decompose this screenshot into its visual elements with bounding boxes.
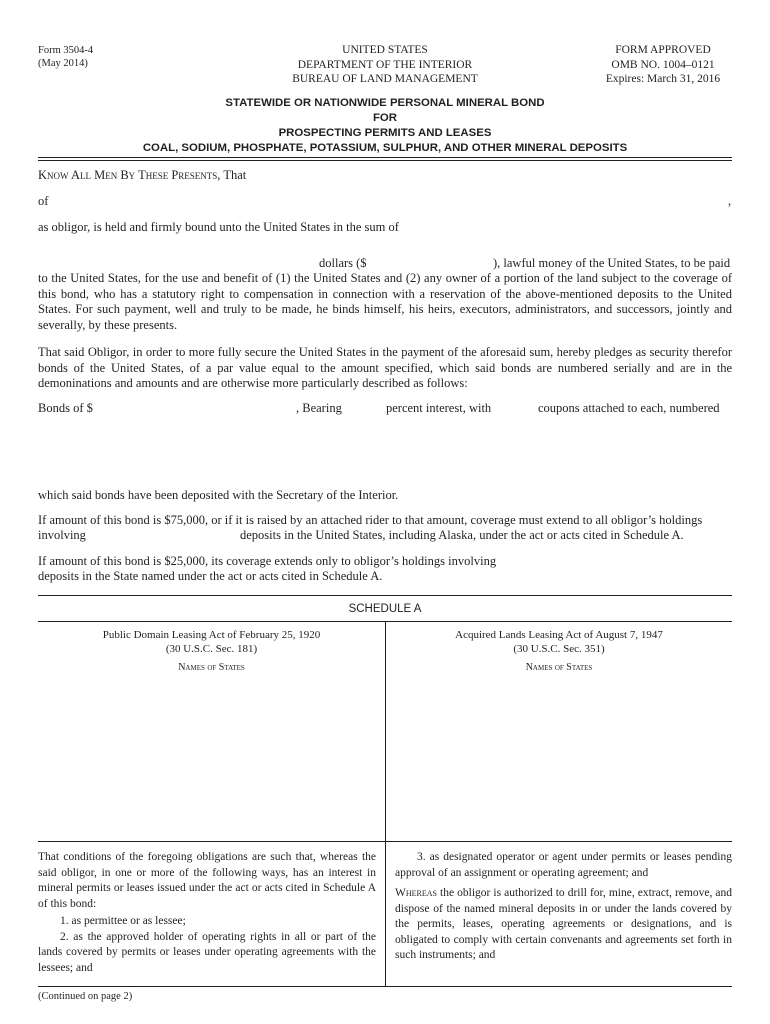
footer-rule: [38, 986, 732, 987]
of-word: of: [38, 194, 49, 208]
pledge-paragraph: That said Obligor, in order to more fully secure the United States in the payment of the aforesaid sum, hereby pledges as security therefor bonds of the United States, of a par value equal to the amount specified, which said bonds are numbered serially and are in the demoninations and amounts and are otherwise more particularly described as follows:: [38, 345, 732, 390]
title-rule-1: [38, 157, 732, 158]
payment-paragraph: to the United States, for the use and benefit of (1) the United States and (2) any owner of a portion of the land subject to the coverage of this bond, who has a statutory right to compensation in connection with a reservation of the above-mentioned deposits to the United States. For such payment, well and truly to be made, he binds himself, his heirs, executors, administrators, and successors, jointly and severally, by these presents.: [38, 271, 732, 332]
coverage-75k-involving: involving: [38, 528, 86, 542]
coverage-25k-line-2: deposits in the State named under the act or acts cited in Schedule A.: [38, 569, 383, 583]
title-line-3: PROSPECTING PERMITS AND LEASES: [278, 127, 492, 139]
approval-line-2: OMB NO. 1004–0121: [611, 58, 715, 71]
whereas-text: the obligor is authorized to drill for, mine, extract, remove, and dispose of the named mineral deposits in or under the lands covered by the permits, leases, operating agreements or designations, and is obligated to comply with certain convenants and agreements set forth in such instruments; and: [395, 887, 732, 961]
approval-line-3: Expires: March 31, 2016: [605, 73, 721, 85]
bonds-of-label: Bonds of $: [38, 401, 93, 415]
form-number-block: [38, 44, 93, 70]
condition-item-2: 2. as the approved holder of operating rights in all or part of the lands covered by permits or leases under operating agreements with the lessees; and: [38, 930, 376, 974]
obligor-line: as obligor, is held and firmly bound unto the United States in the sum of: [38, 220, 399, 234]
conditions-right-column: [395, 850, 732, 964]
that-word: That: [223, 168, 247, 182]
agency-line-2: DEPARTMENT OF THE INTERIOR: [297, 58, 473, 71]
schedule-title: SCHEDULE A: [348, 603, 422, 615]
schedule-left-header: [38, 628, 385, 675]
form-date: (May 2014): [38, 58, 88, 69]
schedule-right-header: [386, 628, 732, 675]
title-line-1: STATEWIDE OR NATIONWIDE PERSONAL MINERAL BOND: [225, 97, 545, 109]
bearing-label: , Bearing: [296, 401, 342, 415]
know-all-men-line: [38, 168, 246, 184]
conditions-divider: [385, 841, 386, 986]
right-names-of-states: Names of States: [525, 662, 593, 673]
know-all-men: Know All Men By These Presents,: [38, 168, 221, 182]
acquired-lands-act: Acquired Lands Leasing Act of August 7, 1947: [455, 629, 663, 641]
left-names-of-states: Names of States: [178, 662, 245, 673]
approval-block: [588, 43, 738, 87]
percent-interest-label: percent interest, with: [386, 401, 492, 415]
title-line-2: FOR: [372, 112, 398, 124]
form-number: Form 3504-4: [38, 45, 94, 56]
lawful-money-text: ), lawful money of the United States, to be paid: [493, 256, 731, 270]
agency-line-3: BUREAU OF LAND MANAGEMENT: [292, 73, 478, 85]
coverage-75k-line-1: If amount of this bond is $75,000, or if it is raised by an attached rider to that amount, coverage must extend to all obligor’s holdings: [38, 513, 703, 527]
agency-block: [250, 43, 520, 87]
form-title: [38, 96, 732, 156]
conditions-paragraph: That conditions of the foregoing obligations are such that, whereas the said obligor, in one or more of the following ways, has an interest in mineral permits or leases issued under the act or acts cited in Schedule A of this bond:: [38, 851, 376, 910]
conditions-left-column: [38, 850, 376, 976]
title-rule-2: [38, 160, 732, 161]
of-line-comma: ,: [728, 194, 732, 208]
public-domain-usc: (30 U.S.C. Sec. 181): [165, 643, 258, 655]
deposited-sentence: which said bonds have been deposited with the Secretary of the Interior.: [38, 488, 399, 502]
whereas-word: Whereas: [395, 887, 437, 899]
condition-item-3: 3. as designated operator or agent under permits or leases pending approval of an assignment or operating agreement; and: [395, 851, 732, 879]
coverage-25k-line-1: If amount of this bond is $25,000, its coverage extends only to obligor’s holdings involving: [38, 554, 497, 568]
continued-note: (Continued on page 2): [38, 991, 133, 1002]
acquired-lands-usc: (30 U.S.C. Sec. 351): [513, 643, 605, 655]
schedule-top-rule: [38, 595, 732, 596]
coverage-75k-deposits: deposits in the United States, including Alaska, under the act or acts cited in Schedule A.: [240, 528, 684, 542]
title-line-4: COAL, SODIUM, PHOSPHATE, POTASSIUM, SULPHUR, AND OTHER MINERAL DEPOSITS: [142, 142, 628, 154]
condition-item-1: 1. as permittee or as lessee;: [60, 915, 186, 927]
agency-line-1: UNITED STATES: [342, 44, 428, 56]
whereas-paragraph: [395, 886, 732, 964]
coupons-label: coupons attached to each, numbered: [538, 401, 720, 415]
public-domain-act: Public Domain Leasing Act of February 25, 1920: [102, 629, 321, 641]
dollars-label: dollars ($: [319, 256, 367, 270]
approval-line-1: FORM APPROVED: [615, 44, 711, 56]
